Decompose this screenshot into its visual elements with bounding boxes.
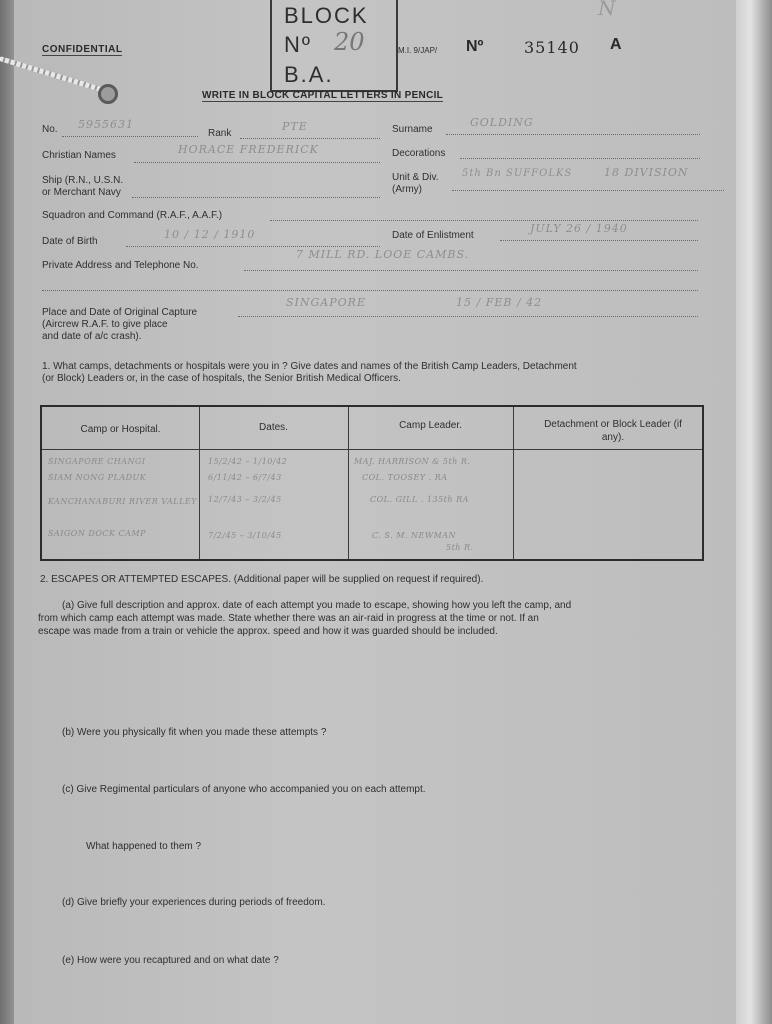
- stamp-block-text: BLOCK: [284, 3, 369, 28]
- camps-table: [40, 405, 704, 561]
- capture-place-value: SINGAPORE: [286, 296, 366, 309]
- service-no-value: 5955631: [78, 118, 134, 131]
- ship-label-line2: or Merchant Navy: [42, 187, 121, 198]
- unit-label-line2: (Army): [392, 184, 422, 195]
- unit-label-line1: Unit & Div.: [392, 172, 439, 183]
- private-address-value: 7 MILL RD. LOOE CAMBS.: [296, 248, 470, 261]
- form-no-label: Nº: [466, 38, 484, 55]
- christian-names-value: HORACE FREDERICK: [178, 143, 319, 156]
- capture-label-line2: (Aircrew R.A.F. to give place: [42, 319, 168, 330]
- stamp-no-text: Nº: [284, 32, 312, 57]
- table-header-dates: Dates.: [259, 422, 288, 433]
- section-2d-question: (d) Give briefly your experiences during periods of freedom.: [62, 897, 326, 908]
- surname-value: GOLDING: [470, 116, 534, 129]
- table-cell: 7/2/45 – 3/10/45: [208, 531, 282, 540]
- date-of-enlistment-label: Date of Enlistment: [392, 230, 474, 241]
- christian-names-label: Christian Names: [42, 150, 116, 161]
- section-2a-line3: escape was made from a train or vehicle the approx. speed and how it was guarded should be included.: [38, 626, 498, 637]
- date-of-enlistment-value: JULY 26 / 1940: [530, 222, 628, 235]
- stamp-ba-text: B.A.: [284, 62, 334, 87]
- table-cell: KANCHANABURI RIVER VALLEY: [48, 497, 198, 506]
- table-cell: SAIGON DOCK CAMP: [48, 529, 146, 538]
- stamp-block-number: 20: [334, 28, 365, 56]
- table-cell: SIAM NONG PLADUK: [48, 473, 147, 482]
- private-address-label: Private Address and Telephone No.: [42, 260, 199, 271]
- form-reference: M.I. 9/JAP/: [398, 46, 438, 55]
- date-of-birth-label: Date of Birth: [42, 236, 98, 247]
- date-of-birth-value: 10 / 12 / 1910: [164, 228, 256, 241]
- question-1-line1: 1. What camps, detachments or hospitals were you in ? Give dates and names of the British Camp Leaders, Detachment: [42, 361, 577, 372]
- section-2c-question: (c) Give Regimental particulars of anyone who accompanied you on each attempt.: [62, 784, 426, 795]
- table-header-detachment-leader: Detachment or Block Leader (if any).: [544, 419, 682, 443]
- binder-edge: [736, 0, 772, 1024]
- service-no-label: No.: [42, 124, 58, 135]
- punch-eyelet: [98, 84, 118, 104]
- table-cell: 12/7/43 – 3/2/45: [208, 495, 282, 504]
- ship-label-line1: Ship (R.N., U.S.N.: [42, 175, 124, 186]
- unit-value-division: 18 DIVISION: [604, 166, 689, 179]
- table-cell: COL. GILL . 135th RA: [370, 495, 469, 504]
- section-2b-question: (b) Were you physically fit when you made these attempts ?: [62, 727, 327, 738]
- table-header-camp-leader: Camp Leader.: [399, 420, 462, 431]
- capture-label-line1: Place and Date of Original Capture: [42, 307, 198, 318]
- table-cell: COL. TOOSEY . RA: [362, 473, 448, 482]
- unit-value-regiment: 5th Bn SUFFOLKS: [462, 168, 573, 179]
- decorations-label: Decorations: [392, 148, 446, 159]
- surname-label: Surname: [392, 124, 433, 135]
- table-cell: C. S. M. NEWMAN: [372, 531, 457, 540]
- confidential-label: CONFIDENTIAL: [42, 44, 123, 55]
- form-serial-suffix: A: [610, 36, 622, 53]
- table-cell: 15/2/42 – 1/10/42: [208, 457, 288, 466]
- form-serial-number: 35140: [524, 38, 580, 57]
- section-2a-line2: from which camp each attempt was made. State whether there was an air-raid in progress at the time or not. If an: [38, 613, 539, 624]
- section-2e-question: (e) How were you recaptured and on what date ?: [62, 955, 279, 966]
- rank-value: PTE: [282, 120, 308, 133]
- section-2a-line1: (a) Give full description and approx. date of each attempt you made to escape, showing how you left the camp, and: [62, 600, 572, 611]
- capture-date-value: 15 / FEB / 42: [456, 296, 543, 309]
- table-cell: 6/11/42 – 6/7/43: [208, 473, 282, 482]
- section-2-heading: 2. ESCAPES OR ATTEMPTED ESCAPES. (Additional paper will be supplied on request if required).: [40, 574, 484, 585]
- table-cell: 5th R.: [446, 543, 474, 552]
- squadron-label: Squadron and Command (R.A.F., A.A.F.): [42, 210, 223, 221]
- corner-pencil-mark: N: [598, 0, 617, 20]
- table-header-camp: Camp or Hospital.: [80, 424, 161, 435]
- rank-label: Rank: [208, 128, 232, 139]
- table-cell: MAJ. HARRISON & 5th R.: [354, 457, 471, 466]
- capture-label-line3: and date of a/c crash).: [42, 331, 142, 342]
- section-2c-followup: What happened to them ?: [86, 841, 202, 852]
- question-1-line2: (or Block) Leaders or, in the case of hospitals, the Senior British Medical Officers.: [42, 373, 401, 384]
- instruction-heading: WRITE IN BLOCK CAPITAL LETTERS IN PENCIL: [202, 90, 444, 101]
- block-stamp: [270, 0, 398, 92]
- table-cell: SINGAPORE CHANGI: [48, 457, 146, 466]
